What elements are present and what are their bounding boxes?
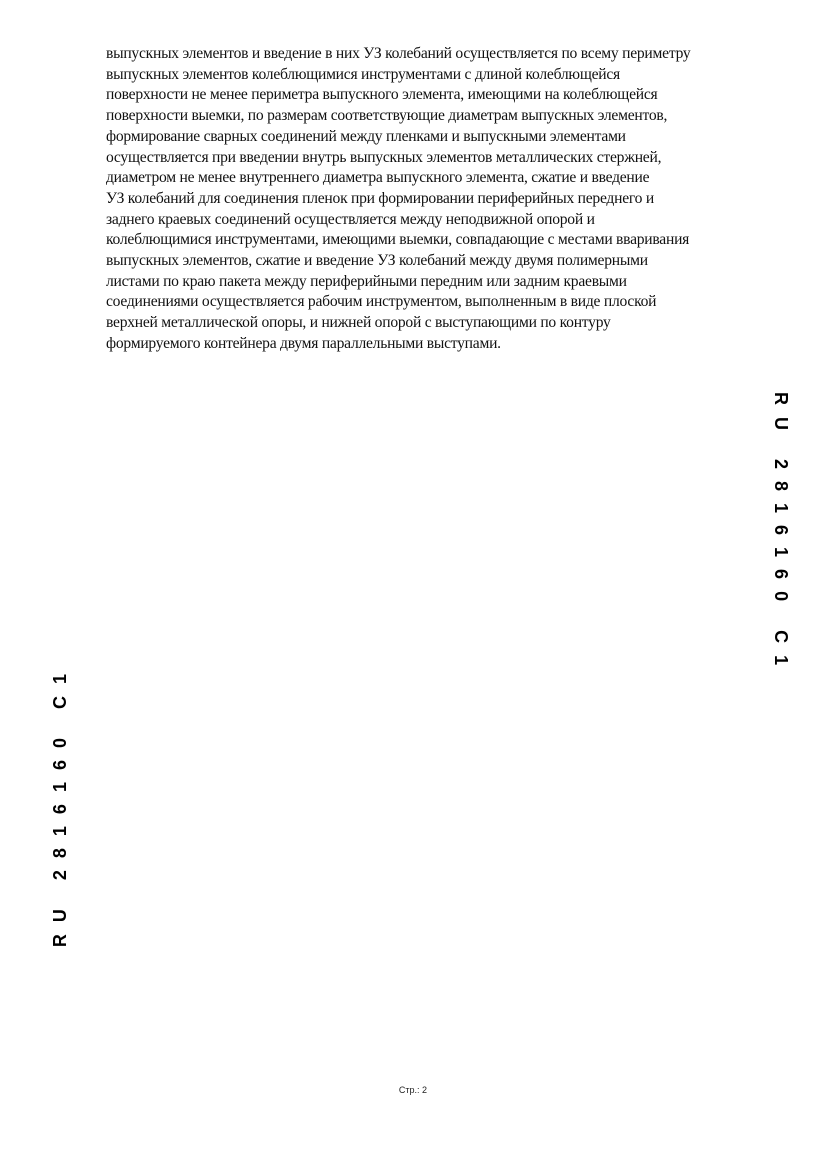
text-line: заднего краевых соединений осуществляется между неподвижной опорой и — [106, 210, 595, 228]
text-line: колеблющимися инструментами, имеющими выемки, совпадающие с местами вваривания — [106, 231, 690, 249]
text-line: УЗ колебаний для соединения пленок при формировании периферийных переднего и — [106, 189, 654, 207]
body-paragraph — [106, 44, 756, 355]
page-number: Стр.: 2 — [398, 1085, 428, 1095]
text-line: осуществляется при введении внутрь выпускных элементов металлических стержней, — [106, 148, 662, 166]
text-line: листами по краю пакета между периферийными передним или задним краевыми — [106, 272, 627, 290]
text-line: соединениями осуществляется рабочим инструментом, выполненным в виде плоской — [106, 293, 657, 311]
text-line: поверхности не менее периметра выпускного элемента, имеющими на колеблющейся — [106, 86, 658, 104]
patent-number-right-margin: RU 2816160 C1 — [771, 392, 791, 678]
text-line: диаметром не менее внутреннего диаметра выпускного элемента, сжатие и введение — [106, 169, 650, 187]
text-line: выпускных элементов и введение в них УЗ колебаний осуществляется по всему периметру — [106, 45, 691, 62]
patent-number-left-margin: RU 2816160 C1 — [50, 662, 70, 948]
text-line: верхней металлической опоры, и нижней опорой с выступающими по контуру — [106, 314, 611, 332]
text-line: формирование сварных соединений между пленками и выпускными элементами — [106, 127, 626, 145]
text-line: выпускных элементов, сжатие и введение УЗ колебаний между двумя полимерными — [106, 252, 648, 270]
text-line: поверхности выемки, по размерам соответствующие диаметрам выпускных элементов, — [106, 107, 668, 125]
text-line: выпускных элементов колеблющимися инструментами с длиной колеблющейся — [106, 65, 620, 83]
text-line: формируемого контейнера двумя параллельными выступами. — [106, 334, 501, 352]
